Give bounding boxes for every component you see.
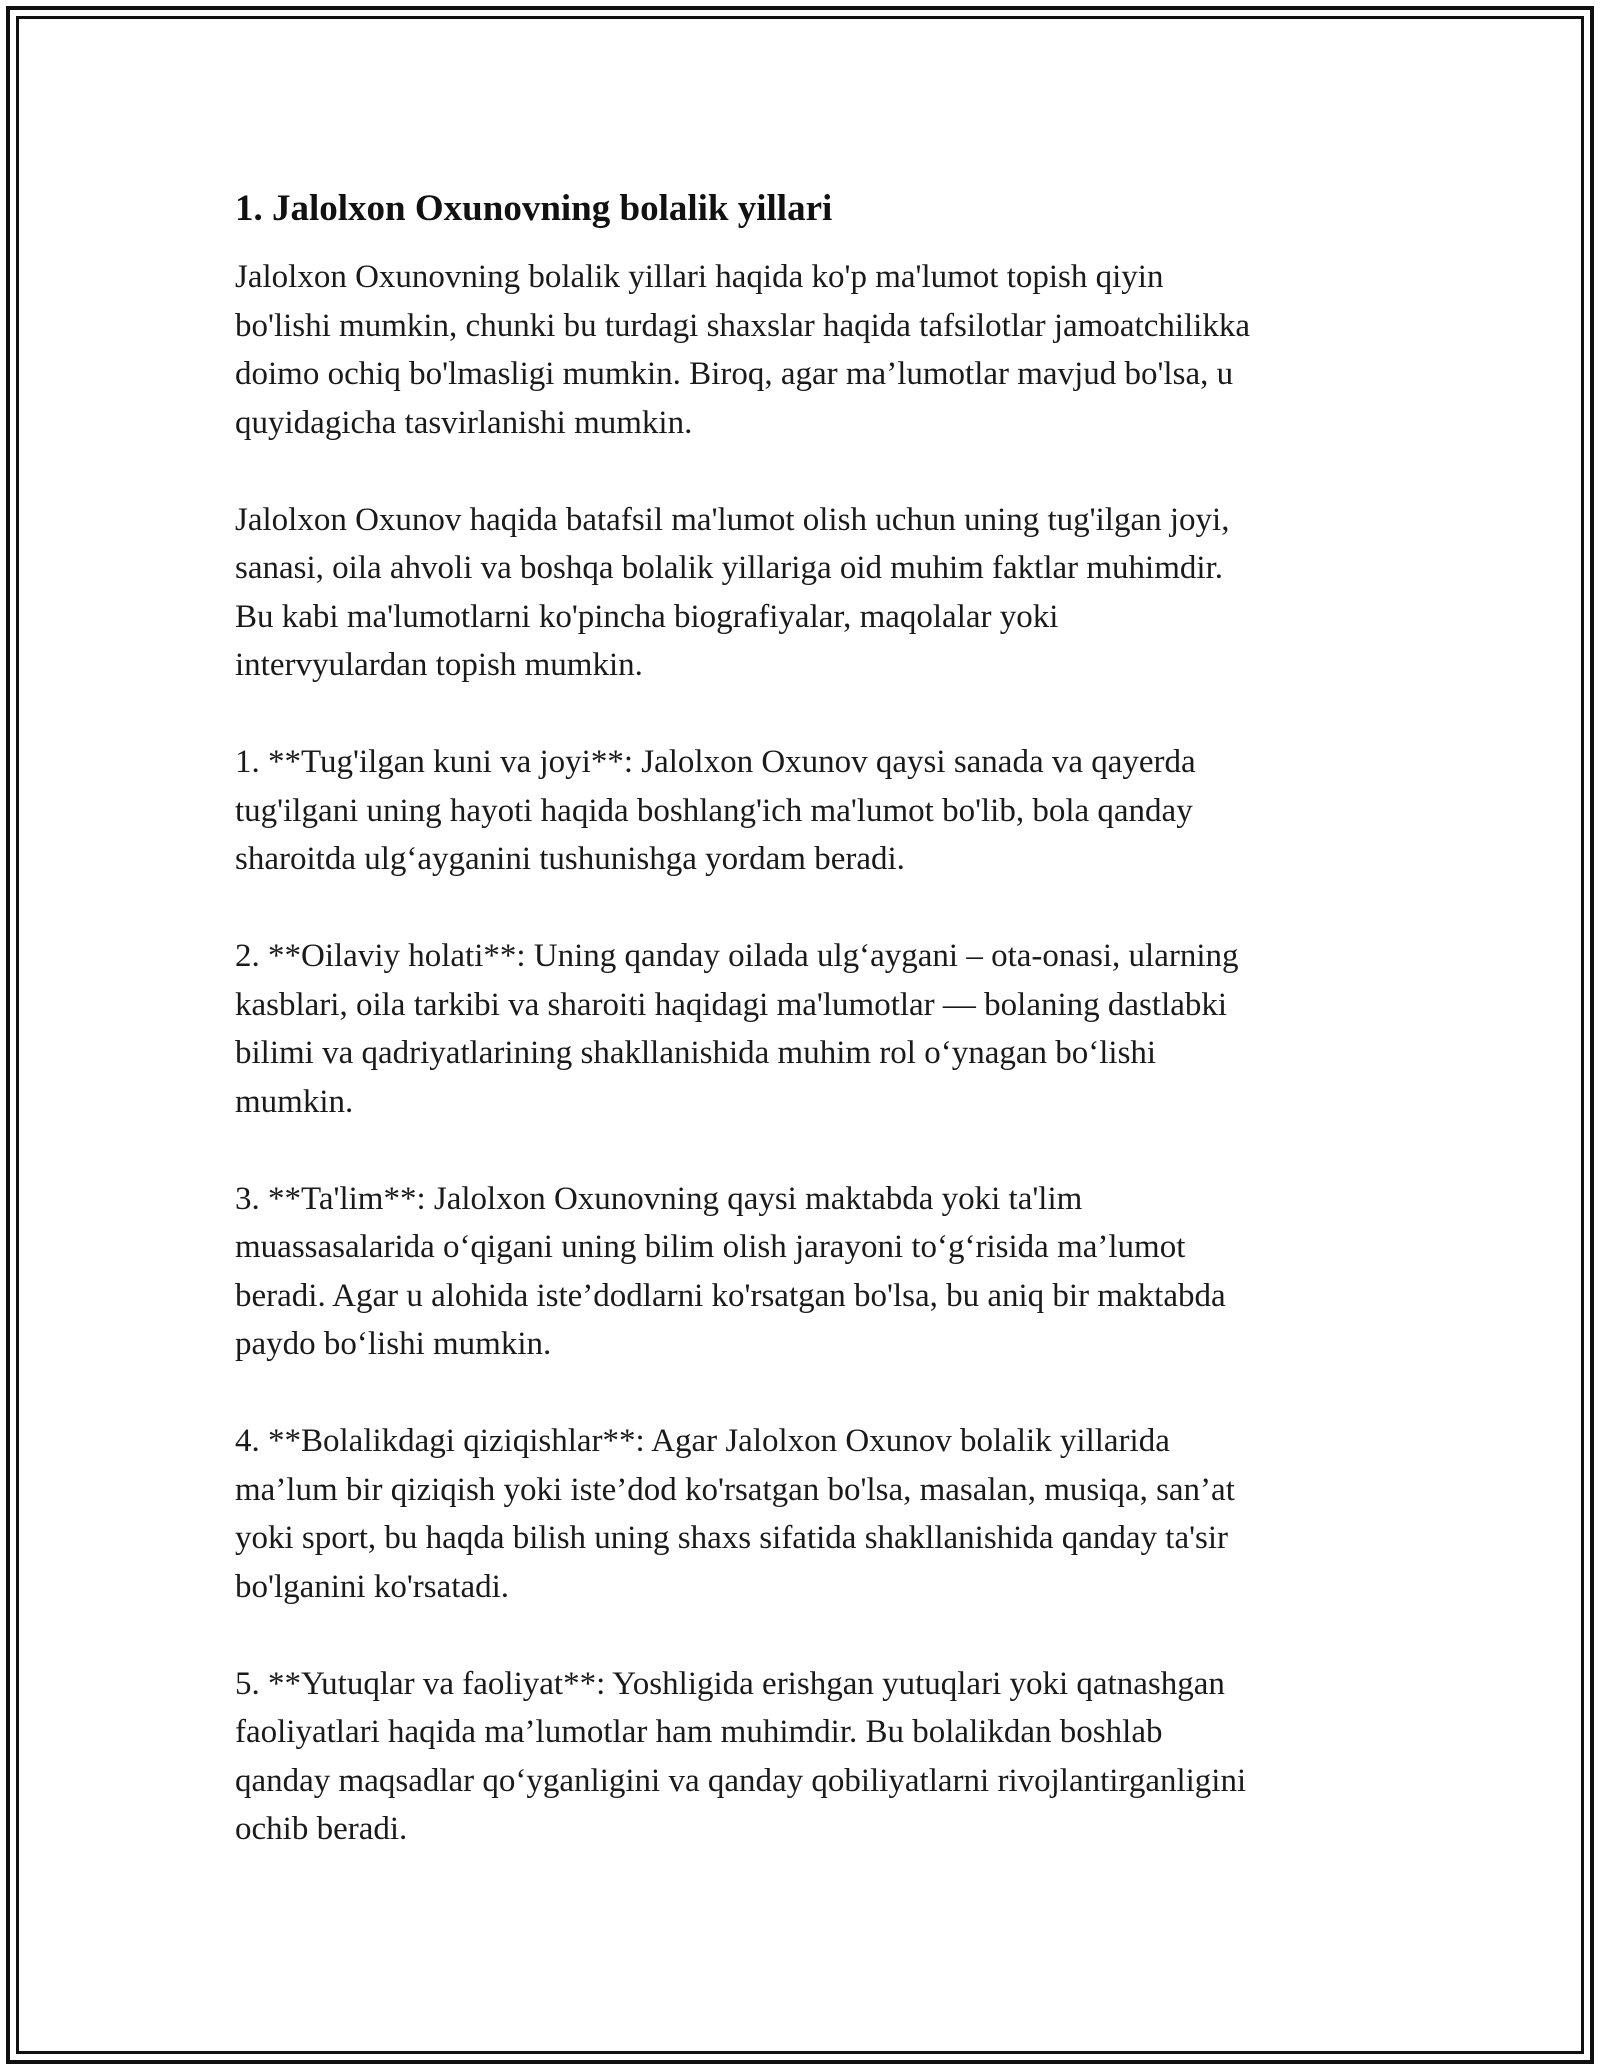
list-item-achievements: 5. **Yutuqlar va faoliyat**: Yoshligida erishgan yutuqlari yoki qatnashgan faoliyatlari haqida ma’lumotlar ham muhimdir. Bu bolalikdan boshlab qanday maqsadlar qo‘yganligini va qanday qobiliyatlarni rivojlantirganligini ochib beradi.: [235, 1665, 1247, 1847]
paragraph-intro: Jalolxon Oxunovning bolalik yillari haqida ko'p ma'lumot topish qiyin bo'lishi mumkin, chunki bu turdagi shaxslar haqida tafsilotlar jamoatchilikka doimo ochiq bo'lmasligi mumkin. Biroq, agar ma’lumotlar mavjud bo'lsa, u quyidagicha tasvirlanishi mumkin.: [235, 259, 1250, 441]
list-item-interests: 4. **Bolalikdagi qiziqishlar**: Agar Jalolxon Oxunov bolalik yillarida ma’lum bir qiziqish yoki iste’dod ko'rsatgan bo'lsa, masalan, musiqa, san’at yoki sport, bu haqda bilish uning shaxs sifatida shakllanishida qanday ta'sir bo'lganini ko'rsatadi.: [235, 1423, 1235, 1605]
document-title: 1. Jalolxon Oxunovning bolalik yillari: [235, 188, 833, 229]
paragraph-details: Jalolxon Oxunov haqida batafsil ma'lumot olish uchun uning tug'ilgan joyi, sanasi, oila ahvoli va boshqa bolalik yillariga oid muhim faktlar muhimdir. Bu kabi ma'lumotlarni ko'pincha biografiyalar, maqolalar yoki intervyulardan topish mumkin.: [235, 501, 1230, 683]
document-body: [235, 185, 1385, 1902]
list-item-education: 3. **Ta'lim**: Jalolxon Oxunovning qaysi maktabda yoki ta'lim muassasalarida o‘qigani uning bilim olish jarayoni to‘g‘risida ma’lumot beradi. Agar u alohida iste’dodlarni ko'rsatgan bo'lsa, bu aniq bir maktabda paydo bo‘lishi mumkin.: [235, 1180, 1226, 1362]
list-item-family: 2. **Oilaviy holati**: Uning qanday oilada ulg‘aygani – ota-onasi, ularning kasblari, oila tarkibi va sharoiti haqidagi ma'lumotlar — bolaning dastlabki bilimi va qadriyatlarining shakllanishida muhim rol o‘ynagan bo‘lishi mumkin.: [235, 938, 1239, 1120]
list-item-birth: 1. **Tug'ilgan kuni va joyi**: Jalolxon Oxunov qaysi sanada va qayerda tug'ilgani uning hayoti haqida boshlang'ich ma'lumot bo'lib, bola qanday sharoitda ulg‘ayganini tushunishga yordam beradi.: [235, 744, 1196, 877]
